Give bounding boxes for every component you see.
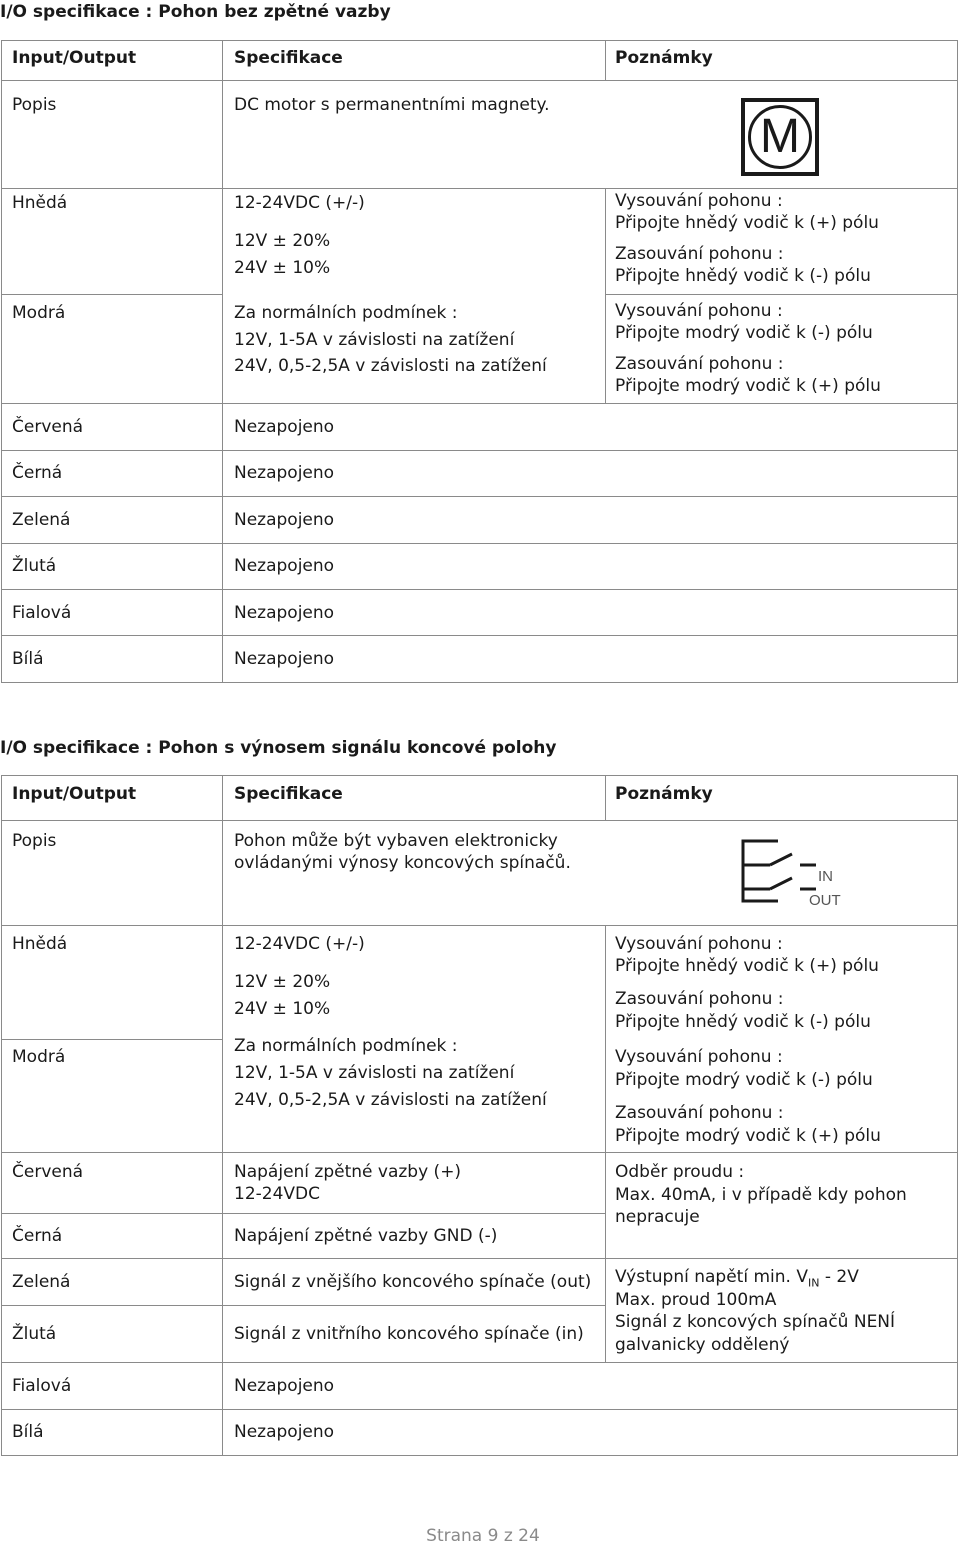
t2-zelena-note2: Max. proud 100mA (615, 1290, 777, 1310)
t2-modra-note4: Připojte modrý vodič k (+) pólu (615, 1126, 881, 1146)
t2-cerna-spec: Napájení zpětné vazby GND (-) (234, 1226, 498, 1246)
section1-title: I/O specifikace : Pohon bez zpětné vazby (0, 2, 391, 22)
t2-bila-spec: Nezapojeno (234, 1422, 335, 1442)
t2-modra-label: Modrá (12, 1047, 66, 1067)
t1-zluta-label: Žlutá (12, 556, 57, 576)
t1-hneda-note3: Zasouvání pohonu : (615, 244, 784, 264)
t2-hneda-spec1: 12-24VDC (+/-) (234, 934, 365, 954)
t1-modra-note4: Připojte modrý vodič k (+) pólu (615, 376, 881, 396)
table2-header-io: Input/Output (12, 784, 137, 804)
t1-cervena-label: Červená (12, 417, 84, 437)
page-footer: Strana 9 z 24 (426, 1526, 540, 1546)
switch-out-label: OUT (809, 892, 841, 909)
t2-modra-spec3: 24V, 0,5-2,5A v závislosti na zatížení (234, 1090, 547, 1110)
t2-popis-spec2: ovládanými výnosy koncových spínačů. (234, 853, 571, 873)
t2-popis-spec1: Pohon může být vybaven elektronicky (234, 831, 558, 851)
t2-cervena-note3: nepracuje (615, 1207, 700, 1227)
t1-hneda-note1: Vysouvání pohonu : (615, 191, 783, 211)
t2-cervena-note1: Odběr proudu : (615, 1162, 745, 1182)
t1-cerna-label: Černá (12, 463, 63, 483)
t2-bila-label: Bílá (12, 1422, 44, 1442)
t2-hneda-note4: Připojte hnědý vodič k (-) pólu (615, 1012, 871, 1032)
t2-hneda-note2: Připojte hnědý vodič k (+) pólu (615, 956, 879, 976)
t2-modra-note1: Vysouvání pohonu : (615, 1047, 783, 1067)
t1-popis-label: Popis (12, 95, 57, 115)
table1-header-notes: Poznámky (615, 48, 713, 68)
t2-fialova-spec: Nezapojeno (234, 1376, 335, 1396)
t2-modra-note3: Zasouvání pohonu : (615, 1103, 784, 1123)
t2-zluta-label: Žlutá (12, 1324, 57, 1344)
t1-bila-label: Bílá (12, 649, 44, 669)
t2-hneda-label: Hnědá (12, 934, 68, 954)
t1-modra-note1: Vysouvání pohonu : (615, 301, 783, 321)
motor-symbol (741, 98, 819, 176)
t1-modra-spec1: Za normálních podmínek : (234, 303, 458, 323)
t2-fialova-label: Fialová (12, 1376, 72, 1396)
t2-modra-spec1: Za normálních podmínek : (234, 1036, 458, 1056)
table1-header-io: Input/Output (12, 48, 137, 68)
t2-zelena-note4: galvanicky oddělený (615, 1335, 790, 1355)
t1-modra-spec2: 12V, 1-5A v závislosti na zatížení (234, 330, 515, 350)
t2-hneda-spec2: 12V ± 20% (234, 972, 331, 992)
t1-modra-label: Modrá (12, 303, 66, 323)
t1-fialova-label: Fialová (12, 603, 72, 623)
t1-popis-spec: DC motor s permanentními magnety. (234, 95, 550, 115)
t1-modra-spec3: 24V, 0,5-2,5A v závislosti na zatížení (234, 356, 547, 376)
t2-zluta-spec: Signál z vnitřního koncového spínače (in) (234, 1324, 584, 1344)
table1-header-spec: Specifikace (234, 48, 343, 68)
t1-cerna-spec: Nezapojeno (234, 463, 335, 483)
t2-zelena-label: Zelená (12, 1272, 71, 1292)
t1-cervena-spec: Nezapojeno (234, 417, 335, 437)
t2-modra-spec2: 12V, 1-5A v závislosti na zatížení (234, 1063, 515, 1083)
t2-hneda-spec3: 24V ± 10% (234, 999, 331, 1019)
t1-bila-spec: Nezapojeno (234, 649, 335, 669)
t2-cervena-spec1: Napájení zpětné vazby (+) (234, 1162, 462, 1182)
t1-fialova-spec: Nezapojeno (234, 603, 335, 623)
t2-zelena-note1: Výstupní napětí min. $V_{IN} - 2V$ (615, 1267, 859, 1290)
t2-hneda-note1: Vysouvání pohonu : (615, 934, 783, 954)
t1-hneda-spec1: 12-24VDC (+/-) (234, 193, 365, 213)
t1-hneda-note4: Připojte hnědý vodič k (-) pólu (615, 266, 871, 286)
t2-popis-label: Popis (12, 831, 57, 851)
t1-hneda-spec3: 24V ± 10% (234, 258, 331, 278)
t1-modra-note2: Připojte modrý vodič k (-) pólu (615, 323, 873, 343)
t1-zelena-spec: Nezapojeno (234, 510, 335, 530)
table2-header-spec: Specifikace (234, 784, 343, 804)
t1-hneda-label: Hnědá (12, 193, 68, 213)
t2-cerna-label: Černá (12, 1226, 63, 1246)
t2-modra-note2: Připojte modrý vodič k (-) pólu (615, 1070, 873, 1090)
switch-in-label: IN (818, 868, 833, 885)
section2-title: I/O specifikace : Pohon s výnosem signálu koncové polohy (0, 738, 557, 758)
t2-cervena-label: Červená (12, 1162, 84, 1182)
t2-cervena-note2: Max. 40mA, i v případě kdy pohon (615, 1185, 907, 1205)
limit-switch-symbol (740, 834, 850, 914)
t2-cervena-spec2: 12-24VDC (234, 1184, 320, 1204)
t1-zelena-label: Zelená (12, 510, 71, 530)
t2-hneda-note3: Zasouvání pohonu : (615, 989, 784, 1009)
t2-zelena-note3: Signál z koncových spínačů NENÍ (615, 1312, 896, 1332)
motor-letter: M (748, 105, 812, 169)
table2-header-notes: Poznámky (615, 784, 713, 804)
t1-hneda-note2: Připojte hnědý vodič k (+) pólu (615, 213, 879, 233)
t2-zelena-spec: Signál z vnějšího koncového spínače (out) (234, 1272, 592, 1292)
t1-zluta-spec: Nezapojeno (234, 556, 335, 576)
t1-hneda-spec2: 12V ± 20% (234, 231, 331, 251)
t1-modra-note3: Zasouvání pohonu : (615, 354, 784, 374)
